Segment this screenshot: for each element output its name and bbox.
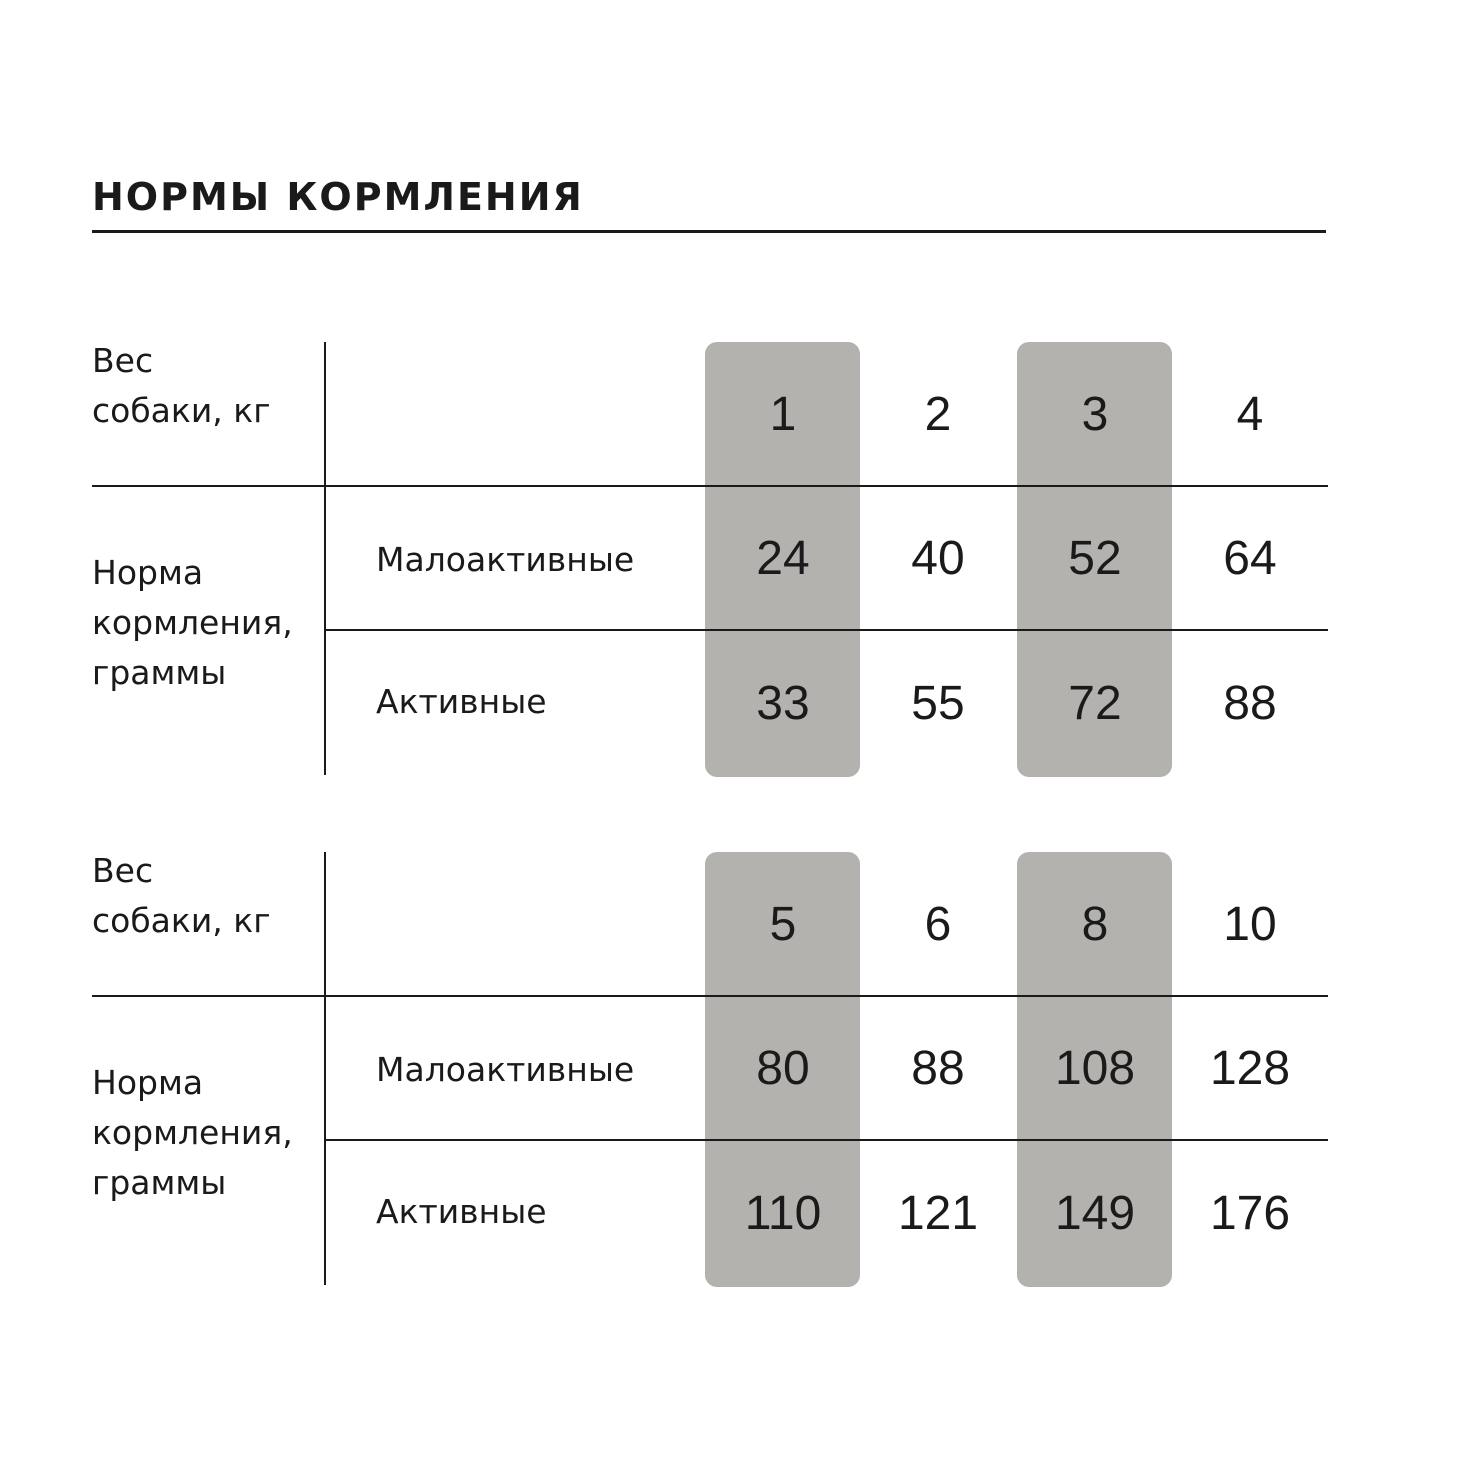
weight-label-line: Вес <box>92 851 154 890</box>
active-cell: 55 <box>911 677 965 730</box>
active-label: Активные <box>376 682 547 721</box>
low-activity-cell: 40 <box>911 532 965 585</box>
norm-label-line: граммы <box>92 653 227 692</box>
title-divider <box>92 230 1326 233</box>
low-activity-cell: 108 <box>1054 1042 1136 1095</box>
row-divider <box>92 485 1328 487</box>
row-divider <box>324 1139 1328 1141</box>
row-divider <box>92 995 1328 997</box>
norm-label-line: граммы <box>92 1163 227 1202</box>
active-cell: 149 <box>1054 1187 1136 1240</box>
vertical-divider <box>324 342 326 775</box>
norm-label-line: кормления, <box>92 1113 293 1152</box>
feeding-table-1 <box>0 342 1458 778</box>
page-title: НОРМЫ КОРМЛЕНИЯ <box>92 175 584 219</box>
row-divider <box>324 629 1328 631</box>
active-cell: 72 <box>1068 677 1122 730</box>
norm-label-line: Норма <box>92 553 204 592</box>
active-cell: 88 <box>1223 677 1277 730</box>
active-label: Активные <box>376 1192 547 1231</box>
low-activity-cell: 24 <box>756 532 810 585</box>
weight-cell: 6 <box>924 898 952 951</box>
weight-cell: 10 <box>1223 898 1277 951</box>
low-activity-label: Малоактивные <box>376 1050 635 1089</box>
weight-label <box>92 846 271 946</box>
low-activity-cell: 88 <box>911 1042 965 1095</box>
weight-label-line: собаки, кг <box>92 391 271 430</box>
active-cell: 176 <box>1209 1187 1291 1240</box>
active-cell: 33 <box>756 677 810 730</box>
weight-cell: 1 <box>769 388 797 441</box>
weight-cell: 8 <box>1081 898 1109 951</box>
weight-cell: 3 <box>1081 388 1109 441</box>
weight-label <box>92 336 271 436</box>
norm-label <box>92 548 293 698</box>
norm-label-line: кормления, <box>92 603 293 642</box>
weight-label-line: собаки, кг <box>92 901 271 940</box>
weight-cell: 2 <box>924 388 952 441</box>
active-cell: 110 <box>744 1187 822 1240</box>
active-cell: 121 <box>897 1187 979 1240</box>
vertical-divider <box>324 852 326 1285</box>
low-activity-cell: 80 <box>756 1042 810 1095</box>
weight-cell: 5 <box>769 898 797 951</box>
low-activity-cell: 52 <box>1068 532 1122 585</box>
norm-label <box>92 1058 293 1208</box>
feeding-table-2 <box>0 852 1458 1288</box>
norm-label-line: Норма <box>92 1063 204 1102</box>
weight-label-line: Вес <box>92 341 154 380</box>
low-activity-label: Малоактивные <box>376 540 635 579</box>
weight-cell: 4 <box>1236 388 1264 441</box>
low-activity-cell: 128 <box>1209 1042 1291 1095</box>
low-activity-cell: 64 <box>1223 532 1277 585</box>
